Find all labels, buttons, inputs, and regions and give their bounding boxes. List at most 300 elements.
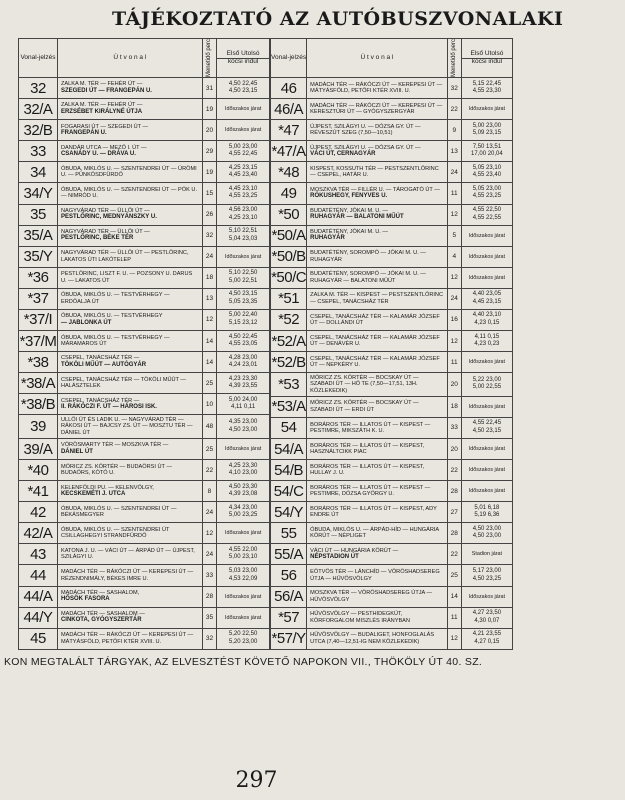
periodic-service: Időszakos járat <box>461 460 512 481</box>
travel-minutes: 9 <box>447 120 461 141</box>
route-text: BORÁROS TÉR — ILLATOS ÚT — KISPEST, ADY ENDRE ÚT <box>310 505 437 519</box>
route-cell <box>307 628 448 649</box>
departure-times <box>217 565 270 586</box>
travel-minutes: 20 <box>202 120 216 141</box>
line-number: *52/A <box>271 330 307 351</box>
route-text: KISPEST, KOSSUTH TÉR — PESTSZENTLŐRINC — CSEPEL, HATÁR U. <box>310 165 439 179</box>
page-title: TÁJÉKOZTATÓ AZ AUTÓBUSZVONALAKI <box>112 8 564 30</box>
travel-minutes: 22 <box>202 460 216 481</box>
route-text: NAGYVÁRAD TÉR — ÜLLŐI ÚT — <box>60 228 150 235</box>
route-cell <box>57 246 202 267</box>
route-text: MOSZKVA TÉR — FILLÉR U. — TÁROGATÓ ÚT — <box>310 186 440 193</box>
line-number: 35/Y <box>19 246 58 267</box>
periodic-service: Időszakos járat <box>217 607 270 628</box>
line-number: 42 <box>19 502 58 523</box>
travel-minutes: 24 <box>447 162 461 183</box>
header-route: Ú t v o n a l <box>307 39 448 78</box>
line-number: 44 <box>19 565 58 586</box>
table-row <box>271 502 513 523</box>
route-text: CSEPEL, TANÁCSHÁZ TÉR — KALAMÁR JÓZSEF ÚT — NEPKÉRY U. <box>310 355 440 369</box>
route-text: NAGYVÁRAD TÉR — ÜLLŐI ÚT — <box>60 207 150 214</box>
route-terminus: ERZSÉBET KIRÁLYNÉ ÚTJA <box>60 108 143 115</box>
departure-times-alt: 4,27 0,15 <box>474 638 500 645</box>
departure-times-weekday: 5,00 23,00 <box>472 122 502 129</box>
table-row <box>19 628 270 649</box>
route-terminus: NÉPSTADION ÚT <box>310 554 359 561</box>
route-text: FOGARASI ÚT — SZEGEDI ÚT — <box>60 123 149 130</box>
table-row <box>19 565 270 586</box>
route-text: BUDATÉTÉNY, SOROMPÓ — JÓKAI M. U. — RUHAGYÁR — BALATONI MŰÚT <box>310 271 426 284</box>
travel-minutes: 32 <box>202 628 216 649</box>
line-number: *47/A <box>271 141 307 162</box>
departure-times-alt: 5,15 23,12 <box>228 319 258 326</box>
departure-times-weekday: 5,01 6,18 <box>474 504 500 511</box>
timetable-right-body <box>271 78 513 650</box>
departure-times <box>461 523 512 544</box>
line-number: *40 <box>19 460 58 481</box>
route-cell <box>57 586 202 607</box>
departure-times-alt: 5,00 23,25 <box>228 512 258 519</box>
line-number: 49 <box>271 183 307 204</box>
route-cell <box>57 204 202 225</box>
departure-times-alt: 4,50 23,15 <box>228 88 258 95</box>
travel-minutes: 26 <box>202 204 216 225</box>
route-terminus: HŐSÖK FASORA <box>60 596 110 603</box>
route-text: HŰVÖSVÖLGY — BUDALIGET, HONFOGLALÁS UTCA (7,40—12,51-IG NEM KÖZLEKEDIK) <box>310 632 435 645</box>
route-cell <box>57 99 202 120</box>
route-text: ZALKA M. TÉR — FEHÉR ÚT — <box>60 81 143 88</box>
departure-times-weekday: 4,50 22,45 <box>228 80 258 87</box>
departure-times-alt: 5,20 23,00 <box>228 638 258 645</box>
periodic-service: Időszakos járat <box>461 586 512 607</box>
departure-times <box>461 373 512 397</box>
travel-minutes: 22 <box>447 460 461 481</box>
line-number: 33 <box>19 141 58 162</box>
departure-times <box>461 141 512 162</box>
periodic-service: Időszakos járat <box>217 120 270 141</box>
line-number: *36 <box>19 267 58 288</box>
table-row <box>271 544 513 565</box>
line-number: *52/B <box>271 352 307 373</box>
line-number: 54/Y <box>271 502 307 523</box>
route-text: DANDÁR UTCA — MEZŐ I. ÚT — <box>60 144 147 151</box>
table-row <box>271 183 513 204</box>
travel-minutes: 20 <box>447 439 461 460</box>
table-row <box>271 628 513 649</box>
route-terminus: II. RÁKÓCZI F. ÚT — HÁROSI ISK. <box>60 404 157 410</box>
timetable <box>18 38 513 650</box>
route-text: MADÁCH TÉR — SASHALOM, <box>60 589 140 596</box>
timetable-left-body <box>19 78 270 650</box>
route-terminus: DÁNIEL ÚT <box>60 448 93 455</box>
route-cell <box>307 183 448 204</box>
departure-times-alt: 4,55 23,30 <box>472 88 502 95</box>
table-row <box>19 309 270 330</box>
departure-times <box>217 78 270 99</box>
line-number: 56 <box>271 565 307 586</box>
travel-minutes: 32 <box>202 225 216 246</box>
table-row <box>271 523 513 544</box>
departure-times <box>461 565 512 586</box>
departure-times <box>461 288 512 309</box>
route-cell <box>57 373 202 394</box>
departure-times <box>217 628 270 649</box>
route-text: BORÁROS TÉR — ILLATOS ÚT — KISPEST — PESTIMRE, MIKSZÁTH K. U. <box>310 421 431 434</box>
departure-times <box>217 502 270 523</box>
route-text: ZALKA M. TÉR — KISPEST — PESTSZENTLŐRINC — CSEPEL, TANÁCSHÁZ TÉR <box>310 292 444 305</box>
departure-times-alt: 4,45 23,15 <box>472 298 502 305</box>
route-cell <box>307 523 448 544</box>
route-text: VÖRÖSMARTY TÉR — MOSZKVA TÉR — <box>60 442 169 449</box>
header-first-last: Első Utolsó kocsi indul <box>461 39 512 78</box>
periodic-service: Időszakos járat <box>461 396 512 417</box>
line-number: 42/A <box>19 523 58 544</box>
route-text: ÓBUDA, MIKLÓS U. — SZENTENDREI ÚT CSILLAGHEGYI STRANDFÜRDŐ <box>60 526 170 540</box>
periodic-service: Időszakos járat <box>461 225 512 246</box>
travel-minutes: 11 <box>447 352 461 373</box>
route-cell <box>307 352 448 373</box>
route-cell <box>57 288 202 309</box>
table-row <box>271 78 513 99</box>
route-text: ÚJPEST, SZILÁGYI U. — DÓZSA GY. ÚT — <box>310 144 421 151</box>
line-number: *53 <box>271 373 307 397</box>
route-cell <box>307 481 448 502</box>
route-text: ULLŐI ÚT ÉS LADIK U. — NAGYVÁRAD TÉR — RÁKOSI ÚT — BAJCSY ZS. ÚT — MOSZTU TÉR — DÁNIEL ÚT <box>60 417 193 436</box>
departure-times-weekday: 5,20 22,50 <box>228 631 258 638</box>
route-text: BUDATÉTÉNY, SOROMPÓ — JÓKAI M. U. — RUHAGYÁR <box>310 250 426 263</box>
route-cell <box>57 628 202 649</box>
line-number: *38 <box>19 352 58 373</box>
line-number: 55/A <box>271 544 307 565</box>
line-number: 46 <box>271 78 307 99</box>
route-cell <box>57 460 202 481</box>
table-row <box>271 373 513 397</box>
table-row <box>271 439 513 460</box>
table-row <box>19 460 270 481</box>
route-text: HŰVÖSVÖLGY — PESTHIDEGKÚT, KÖRFORGALOM MISZLÉS IRÁNYBAN <box>310 611 410 624</box>
travel-minutes: 25 <box>202 373 216 394</box>
periodic-service: Időszakos járat <box>217 99 270 120</box>
line-number: 32/A <box>19 99 58 120</box>
line-number: *38/A <box>19 373 58 394</box>
departure-times-weekday: 4,55 22,45 <box>472 420 502 427</box>
table-row <box>271 396 513 417</box>
table-row <box>19 183 270 204</box>
line-number: 32/B <box>19 120 58 141</box>
line-number: 54/A <box>271 439 307 460</box>
header-line: Vonal-jelzés <box>19 39 58 78</box>
route-text: NAGYVÁRAD TÉR — ÜLLŐI ÚT — PESTLŐRINC, LAKATOS ÚTI LAKÓTELEP <box>60 250 189 263</box>
departure-times <box>461 309 512 330</box>
departure-times-weekday: 4,55 22,50 <box>472 207 502 214</box>
route-text: ÓBUDA, MIKLÓS U. — TESTVÉRHEGY — MÁRAMAROS ÚT <box>60 334 170 347</box>
travel-minutes: 28 <box>447 523 461 544</box>
travel-minutes: 12 <box>447 204 461 225</box>
route-cell <box>57 78 202 99</box>
travel-minutes: 27 <box>447 502 461 523</box>
line-number: *53/A <box>271 396 307 417</box>
route-text: ÓBUDA, MIKLÓS U. — TESTVÉRHEGY — ERDŐALJA ÚT <box>60 292 170 305</box>
route-cell <box>57 607 202 628</box>
route-terminus: PESTLŐRINC, MEDNYÁNSZKY U. <box>60 214 157 221</box>
line-number: *48 <box>271 162 307 183</box>
table-row <box>19 225 270 246</box>
departure-times-weekday: 5,05 23,00 <box>472 185 502 192</box>
departure-times-weekday: 4,50 23,15 <box>228 291 258 298</box>
departure-times-weekday: 4,23 23,30 <box>228 375 258 382</box>
travel-minutes: 24 <box>447 288 461 309</box>
departure-times <box>461 120 512 141</box>
travel-minutes: 16 <box>447 309 461 330</box>
timetable-right <box>270 38 513 650</box>
departure-times <box>461 607 512 628</box>
table-row <box>19 267 270 288</box>
departure-times-alt: 4,23 0,23 <box>474 341 500 347</box>
travel-minutes: 12 <box>447 330 461 351</box>
route-text: PESTLŐRINC, LISZT F. U. — POZSONY U. DARUS U. — LAKATOS ÚT <box>60 271 193 284</box>
route-text: CSEPEL, TANÁCSHÁZ TÉR — <box>60 397 140 404</box>
departure-times-weekday: 4,25 23,15 <box>228 164 258 171</box>
line-number: *57 <box>271 607 307 628</box>
departure-times-weekday: 4,27 23,50 <box>472 610 502 617</box>
departure-times-alt: 5,19 6,36 <box>474 512 500 519</box>
line-number: 43 <box>19 544 58 565</box>
table-row <box>271 352 513 373</box>
periodic-service: Időszakos járat <box>461 352 512 373</box>
line-number: 46/A <box>271 99 307 120</box>
departure-times-alt: 4,24 23,01 <box>228 362 258 369</box>
departure-times-alt: 4,53 22,09 <box>228 575 258 582</box>
table-row <box>271 246 513 267</box>
departure-times-alt: 4,10 23,00 <box>228 470 258 477</box>
table-row <box>19 586 270 607</box>
departure-times-weekday: 4,55 22,00 <box>228 546 258 553</box>
table-row <box>271 120 513 141</box>
table-row <box>271 607 513 628</box>
departure-times-weekday: 4,50 23,30 <box>228 483 258 490</box>
line-number: 44/A <box>19 586 58 607</box>
route-cell <box>307 288 448 309</box>
route-cell <box>57 544 202 565</box>
line-number: 34 <box>19 162 58 183</box>
periodic-service: Időszakos járat <box>217 246 270 267</box>
travel-minutes: 10 <box>202 394 216 415</box>
travel-minutes: 24 <box>202 544 216 565</box>
departure-times-weekday: 4,28 23,00 <box>228 354 258 361</box>
table-row <box>19 394 270 415</box>
route-cell <box>57 523 202 544</box>
route-text: ÓBUDA, MIKLÓS U. — TESTVÉRHEGY <box>60 313 163 320</box>
travel-minutes: 13 <box>202 288 216 309</box>
route-terminus: CINKOTA, GYÓGYSZERTÁR <box>60 617 142 624</box>
periodic-service: Időszakos járat <box>217 523 270 544</box>
departure-times <box>461 204 512 225</box>
departure-times-alt: 4,50 23,25 <box>472 575 502 582</box>
departure-times-alt: 4,55 22,45 <box>228 151 258 158</box>
route-cell <box>307 544 448 565</box>
route-text: ÓBUDA, MIKLÓS U. — SZENTENDREI ÚT — PÓK U. — NIMRÓD U. <box>60 187 197 200</box>
line-number: *37 <box>19 288 58 309</box>
line-number: 35 <box>19 204 58 225</box>
departure-times-alt: 5,09 23,15 <box>472 130 502 137</box>
route-cell <box>57 162 202 183</box>
departure-times-weekday: 4,34 23,00 <box>228 504 258 511</box>
line-number: 54/B <box>271 460 307 481</box>
route-text: BORÁROS TÉR — ILLATOS ÚT — KISPEST — PESTIMRE, DÓZSA GYÖRGY U. <box>310 484 431 498</box>
route-cell <box>307 502 448 523</box>
route-cell <box>57 394 202 415</box>
header-minutes: Menetidő perc <box>202 39 216 78</box>
travel-minutes: 29 <box>202 141 216 162</box>
departure-times <box>217 288 270 309</box>
travel-minutes: 19 <box>202 99 216 120</box>
departure-times-alt: 4,50 23,00 <box>228 426 258 433</box>
table-row <box>19 523 270 544</box>
departure-times-alt: 4,55 22,55 <box>472 214 502 221</box>
route-cell <box>307 162 448 183</box>
table-row <box>19 439 270 460</box>
travel-minutes: 22 <box>447 544 461 565</box>
departure-times-weekday: 4,21 23,55 <box>472 631 502 638</box>
departure-times-alt: 5,00 22,55 <box>472 384 502 391</box>
route-cell <box>307 204 448 225</box>
departure-times-alt: 4,11 0,11 <box>231 404 256 411</box>
route-cell <box>307 373 448 397</box>
departure-times <box>461 162 512 183</box>
route-cell <box>307 565 448 586</box>
route-cell <box>57 415 202 439</box>
route-terminus: KECSKEMÉTI J. UTCA <box>60 490 126 497</box>
route-cell <box>57 225 202 246</box>
departure-times-alt: 4,55 23,40 <box>472 172 502 179</box>
departure-times-weekday: 4,50 22,45 <box>228 333 258 340</box>
departure-times <box>217 183 270 204</box>
route-terminus: PESTLŐRINC, BÉKE TÉR <box>60 235 134 242</box>
table-row <box>19 330 270 351</box>
departure-times <box>217 415 270 439</box>
table-row <box>271 417 513 438</box>
departure-times <box>217 373 270 394</box>
table-row <box>271 330 513 351</box>
table-row <box>19 162 270 183</box>
route-cell <box>307 439 448 460</box>
travel-minutes: 12 <box>202 309 216 330</box>
travel-minutes: 48 <box>202 415 216 439</box>
route-text: VÁCI ÚT — HUNGÁRIA KÖRÚT — <box>310 547 399 554</box>
table-row <box>19 288 270 309</box>
departure-times-alt: 4,55 23,25 <box>228 193 258 200</box>
route-text: BORÁROS TÉR — ILLATOS ÚT — KISPEST, HASZNÁLTCIKK PIAC <box>310 442 425 456</box>
departure-times <box>217 352 270 373</box>
route-cell <box>307 246 448 267</box>
travel-minutes: 14 <box>202 352 216 373</box>
line-number: *52 <box>271 309 307 330</box>
travel-minutes: 28 <box>202 586 216 607</box>
table-row <box>271 586 513 607</box>
header-first-last: Első Utolsó kocsi indul <box>217 39 270 78</box>
route-cell <box>57 565 202 586</box>
departure-times <box>461 183 512 204</box>
departure-times-alt: 4,25 23,10 <box>228 214 258 221</box>
departure-times <box>217 544 270 565</box>
travel-minutes: 28 <box>447 481 461 502</box>
route-cell <box>307 78 448 99</box>
route-text: CSEPEL, TANÁCSHÁZ TÉR — TÖKÖLI MŰÚT — HALÁSZTELEK <box>60 376 187 390</box>
route-cell <box>307 225 448 246</box>
periodic-service: Időszakos járat <box>217 586 270 607</box>
line-number: *38/B <box>19 394 58 415</box>
route-text: MADÁCH TÉR — RÁKÓCZI ÚT — KEREPESI ÚT — MÁTYÁSFÖLD, PETŐFI KTÉR XVIII. U. <box>60 632 194 645</box>
route-terminus: SZEGEDI ÚT — FRANGEPÁN U. <box>60 87 152 94</box>
departure-times <box>217 460 270 481</box>
departure-times <box>217 481 270 502</box>
table-row <box>271 162 513 183</box>
departure-times-weekday: 4,45 23,10 <box>228 185 258 192</box>
route-cell <box>57 439 202 460</box>
table-row <box>19 246 270 267</box>
line-number: 55 <box>271 523 307 544</box>
departure-times <box>461 330 512 351</box>
departure-times-alt: 4,45 23,40 <box>228 172 258 179</box>
travel-minutes: 12 <box>447 267 461 288</box>
route-cell <box>307 396 448 417</box>
route-text: EÖTVÖS TÉR — LÁNCHÍD — VÖRÖSHADSEREG ÚTJA — HŰVÖSVÖLGY <box>310 569 440 582</box>
route-text: ÚJPEST, SZILÁGYI U. — DÓZSA GY. ÚT — RÉVESZÚT SZEG (7,50—10,51) <box>310 123 421 137</box>
travel-minutes: 25 <box>447 565 461 586</box>
departure-times-alt: 5,05 23,35 <box>228 298 258 305</box>
route-cell <box>57 481 202 502</box>
departure-times-alt: 4,39 23,08 <box>228 491 258 498</box>
route-terminus: — JABLONKA ÚT <box>60 319 112 326</box>
route-cell <box>307 460 448 481</box>
departure-times-weekday: 5,00 23,00 <box>228 143 258 150</box>
line-number: *37/I <box>19 309 58 330</box>
route-cell <box>57 183 202 204</box>
departure-times-alt: 4,39 23,55 <box>228 383 258 390</box>
departure-times-weekday: 5,17 23,00 <box>472 568 502 575</box>
periodic-service: Időszakos járat <box>461 481 512 502</box>
timetable-left <box>18 38 270 650</box>
table-row <box>19 481 270 502</box>
departure-times <box>461 417 512 438</box>
route-text: ÓBUDA, MIKLÓS U. — ÁRPÁD-HÍD — HUNGÁRIA KÖRÚT — NÉPLIGET <box>310 526 439 540</box>
line-number: *50/A <box>271 225 307 246</box>
line-number: *51 <box>271 288 307 309</box>
travel-minutes: 25 <box>202 439 216 460</box>
route-terminus: RUHAGYÁR — BALATONI MŰÚT <box>310 214 404 221</box>
route-cell <box>57 267 202 288</box>
table-row <box>19 352 270 373</box>
travel-minutes: 5 <box>447 225 461 246</box>
departure-times-weekday: 4,40 23,05 <box>472 291 502 298</box>
line-number: 56/A <box>271 586 307 607</box>
route-cell <box>307 586 448 607</box>
route-cell <box>57 330 202 351</box>
route-text: MADÁCH TÉR — RÁKÓCZI ÚT — KEREPESI ÚT — RÉZENDNIMÁLY, BÉKES IMRE U. <box>60 569 194 582</box>
route-cell <box>307 99 448 120</box>
line-number: 35/A <box>19 225 58 246</box>
departure-times <box>461 78 512 99</box>
line-number: *41 <box>19 481 58 502</box>
periodic-service: Stadion járat <box>461 544 512 565</box>
travel-minutes: 8 <box>202 481 216 502</box>
route-text: KATONA J. U. — VÁCI ÚT — ÁRPÁD ÚT — ÚJPEST, SZILÁGYI U. <box>60 548 195 561</box>
travel-minutes: 12 <box>447 628 461 649</box>
departure-times <box>217 162 270 183</box>
departure-times-weekday: 4,56 23,00 <box>228 207 258 214</box>
departure-times-alt: 5,00 23,10 <box>228 554 258 561</box>
departure-times-weekday: 4,11 0,15 <box>474 333 500 340</box>
